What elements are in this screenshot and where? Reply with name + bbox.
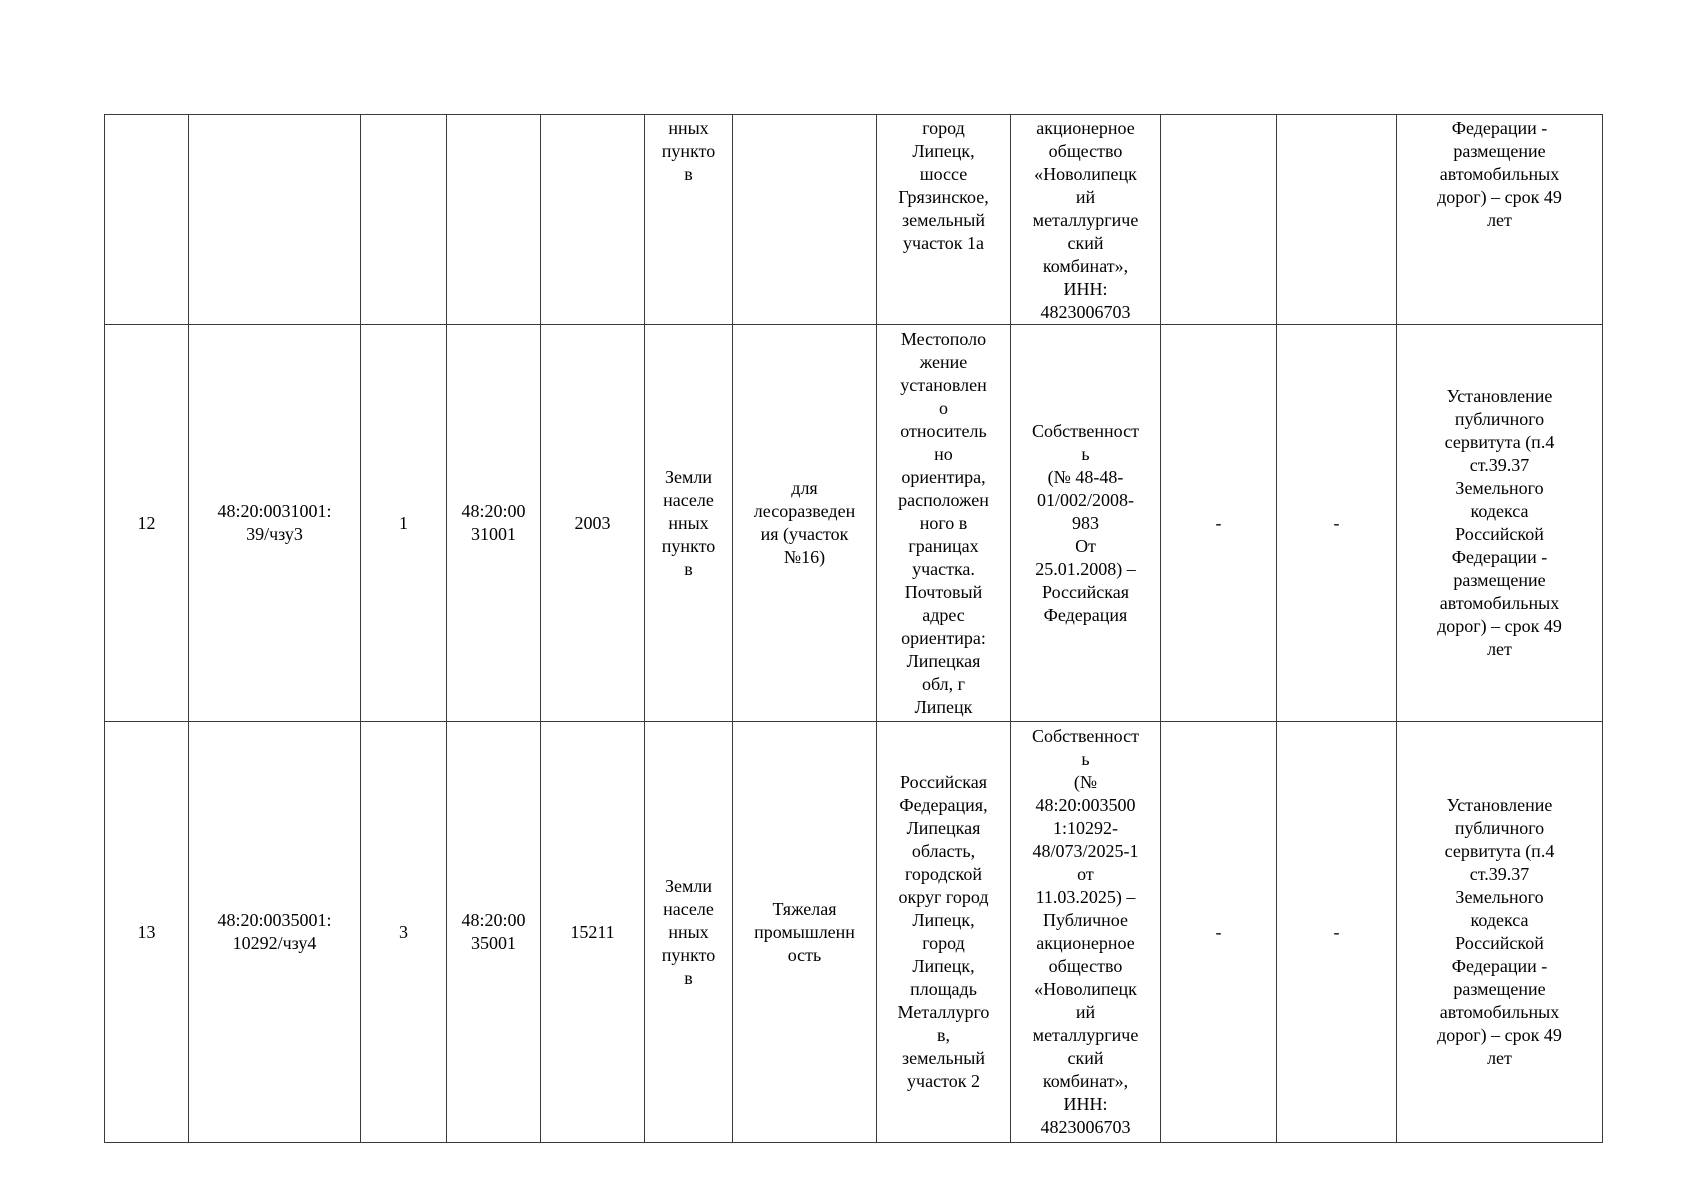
cell-area: 15211 — [541, 722, 645, 1143]
cell-purpose: Установление публичного сервитута (п.4 ст.39.37 Земельного кодекса Российской Федерации - размещение автомобильных дорог) – срок 49 лет — [1397, 722, 1603, 1143]
table-row-13 — [105, 722, 1603, 1143]
cell-purpose: Федерации - размещение автомобильных дорог) – срок 49 лет — [1397, 115, 1603, 325]
cell-number: 13 — [105, 722, 189, 1143]
cell-rights: Собственност ь (№ 48:20:003500 1:10292- 48/073/2025-1 от 11.03.2025) – Публичное акционерное общество «Новолипецк ий металлургиче ский комбинат», ИНН: 4823006703 — [1011, 722, 1161, 1143]
cell-cadastral-quarter: 48:20:00 31001 — [447, 325, 541, 722]
cell-contour: 3 — [361, 722, 447, 1143]
cell-col-10: - — [1161, 722, 1277, 1143]
cell-land-category: Земли населе нных пункто в — [645, 325, 733, 722]
cell-permitted-use: Тяжелая промышленн ость — [733, 722, 877, 1143]
cell-rights: Собственност ь (№ 48-48- 01/002/2008- 983 От 25.01.2008) – Российская Федерация — [1011, 325, 1161, 722]
cell-address: Российская Федерация, Липецкая область, городской округ город Липецк, город Липецк, площадь Металлурго в, земельный участок 2 — [877, 722, 1011, 1143]
cell-number: 12 — [105, 325, 189, 722]
cell-rights: акционерное общество «Новолипецк ий металлургиче ский комбинат», ИНН: 4823006703 — [1011, 115, 1161, 325]
cell-col-10: - — [1161, 325, 1277, 722]
cell-permitted-use: для лесоразведен ия (участок №16) — [733, 325, 877, 722]
cell-purpose: Установление публичного сервитута (п.4 ст.39.37 Земельного кодекса Российской Федерации - размещение автомобильных дорог) – срок 49 лет — [1397, 325, 1603, 722]
cell-land-category: Земли населе нных пункто в — [645, 722, 733, 1143]
cell-cadastral-quarter: 48:20:00 35001 — [447, 722, 541, 1143]
cell-address: город Липецк, шоссе Грязинское, земельный участок 1а — [877, 115, 1011, 325]
cell-area: 2003 — [541, 325, 645, 722]
cell-address: Местополо жение установлен о относитель но ориентира, расположен ного в границах участка. Почтовый адрес ориентира: Липецкая обл, г Липецк — [877, 325, 1011, 722]
cell-zone-id — [189, 115, 361, 325]
cell-contour: 1 — [361, 325, 447, 722]
cell-land-category: нных пункто в — [645, 115, 733, 325]
cell-permitted-use — [733, 115, 877, 325]
cell-zone-id: 48:20:0031001: 39/чзу3 — [189, 325, 361, 722]
table-row-continued — [105, 115, 1603, 325]
cell-zone-id: 48:20:0035001: 10292/чзу4 — [189, 722, 361, 1143]
cell-number — [105, 115, 189, 325]
cell-col-11 — [1277, 115, 1397, 325]
cell-col-11: - — [1277, 722, 1397, 1143]
cell-contour — [361, 115, 447, 325]
cell-col-11: - — [1277, 325, 1397, 722]
cell-cadastral-quarter — [447, 115, 541, 325]
table-row-12 — [105, 325, 1603, 722]
cell-area — [541, 115, 645, 325]
land-registry-table — [104, 114, 1603, 1143]
cell-col-10 — [1161, 115, 1277, 325]
